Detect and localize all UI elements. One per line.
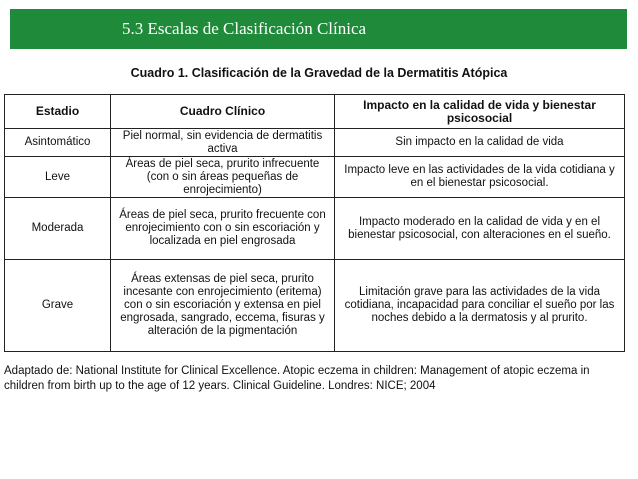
section-title: 5.3 Escalas de Clasificación Clínica — [122, 19, 367, 38]
table-row — [5, 260, 625, 352]
impact-cell: Sin impacto en la calidad de vida — [335, 129, 625, 157]
header-stage: Estadio — [5, 95, 111, 129]
stage-cell: Asintomático — [5, 129, 111, 157]
stage-cell: Grave — [5, 260, 111, 352]
severity-table — [4, 94, 625, 352]
table-row — [5, 157, 625, 198]
section-banner — [10, 9, 627, 49]
stage-cell: Leve — [5, 157, 111, 198]
impact-cell: Impacto moderado en la calidad de vida y en el bienestar psicosocial, con alteraciones en el sueño. — [335, 198, 625, 260]
table-header-row — [5, 95, 625, 129]
table-caption: Cuadro 1. Clasificación de la Gravedad de la Dermatitis Atópica — [130, 66, 508, 80]
header-impact: Impacto en la calidad de vida y bienestar psicosocial — [335, 95, 625, 129]
clinical-cell: Áreas de piel seca, prurito infrecuente (con o sin áreas pequeñas de enrojecimiento) — [111, 157, 335, 198]
header-clinical: Cuadro Clínico — [111, 95, 335, 129]
source-footnote: Adaptado de: National Institute for Clinical Excellence. Atopic eczema in children: Management of atopic eczema in children from birth up to the age of 12 years. Clinical Guideline. Londres: NICE; 2004 — [4, 365, 590, 392]
table-row — [5, 198, 625, 260]
clinical-cell: Áreas de piel seca, prurito frecuente con enrojecimiento con o sin escoriación y localizada en piel engrosada — [111, 198, 335, 260]
clinical-cell: Áreas extensas de piel seca, prurito incesante con enrojecimiento (eritema) con o sin escoriación y extensa en piel engrosada, sangrado, eccema, fisuras y alteración de la pigmentación — [111, 260, 335, 352]
clinical-cell: Piel normal, sin evidencia de dermatitis activa — [111, 129, 335, 157]
stage-cell: Moderada — [5, 198, 111, 260]
table-row — [5, 129, 625, 157]
impact-cell: Impacto leve en las actividades de la vida cotidiana y en el bienestar psicosocial. — [335, 157, 625, 198]
impact-cell: Limitación grave para las actividades de la vida cotidiana, incapacidad para conciliar el sueño por las noches debido a la dermatosis y al prurito. — [335, 260, 625, 352]
